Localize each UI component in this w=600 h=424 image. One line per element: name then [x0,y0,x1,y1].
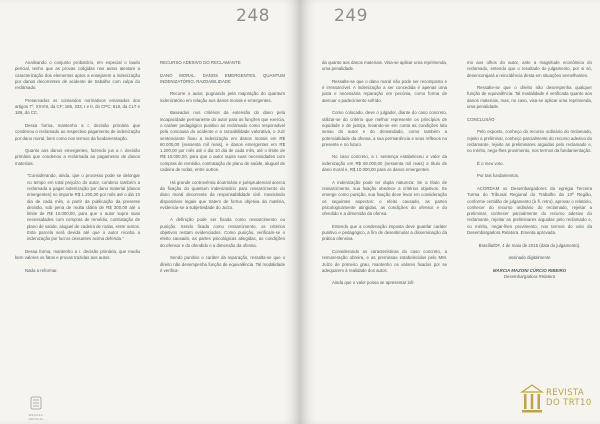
section-heading: CONCLUSÃO [467,116,495,122]
paragraph: Pelo exposto, conheço do recurso ordinário do reclamado, rejeito a preliminar, conheço parcialmente do recurso adesivo do reclamante, rejeito as preliminares arguidas pelo reclamado e, no mérito, nego-lhes provimento, nos termos da fundamentação. [467,129,592,154]
paragraph: Preservados os comandos normativos emanados dos artigos 7º, XXVIII, da CF; 186, 333, I e II, do CPC; 818, da CLT e 186, do CC. [15,97,140,116]
text-column-1 [15,60,140,280]
paragraph: assinado digitalmente [508,255,551,261]
paragraph: Brasília/DF, 4 de maio de 2015 (data do julgamento). [478,242,581,248]
text-columns [15,60,285,280]
text-columns [322,60,592,293]
paragraph: Analisando o conjunto probatório, em especial o laudo pericial, tenho que as provas coligidas nos autos atestam a caracterização dos elementos aptos a ensejarem a indenização por danos decorrentes de acidente de trabalho com culpa do reclamado. [15,60,140,91]
logo-caption: ESCOLA JUDICIAL [28,413,44,421]
paragraph: Ressalte-se que o direito não desempenha qualquer função de equivalência. Tal modalidade é verificada quanto aos danos materiais, mas, no caso, visa-se aplicar uma reprimenda, uma penalidade. [467,85,592,110]
section-heading: RECURSO ADESIVO DO RECLAMANTE [160,60,241,65]
paragraph: Sendo punitivo o caráter da reparação, ressalta-se que o direito não desempenha função de equivalência. Tal modalidade é verifica- [160,255,285,273]
paragraph: ACORDAM os Desembargadores da egrégia Terceira Turma do Tribunal Regional do Trabalho da 10ª Região, conforme certidão de julgamento (à fl. retro), aprovar o relatório, conhecer do recurso ordinário do reclamado, rejeitar a preliminar, conhecer parcialmente do recurso adesivo do reclamante, rejeitar as preliminares arguidas pelo reclamado e, no mérito, negar-lhes provimento, nos termos do voto da Desembargadora Relatora. Ementa aprovada. [467,185,592,236]
paragraph: Quanto aos danos emergentes, fazendo jus a r. decisão primária que condenou a reclamada ao pagamento de danos materiais. [15,148,140,166]
paragraph: Há grande controvérsia doutrinária e jurisprudencial acerca da fixação do quantum indenizatório para ressarcimento do dano moral decorrente da responsabilidade civil. Inexistindo dispositivos legais que tratem de forma objetiva da matéria, evidencia-se a subjetividade do Juízo. [160,179,285,210]
escola-judicial-logo [21,396,51,422]
signature-name: MARCIA MAZONI CÚRCIO RIBEIRO [492,267,567,273]
paragraph: Baseados nos critérios da extensão do dano pela incapacidade permanente do autor para as funções que exercia, o caráter pedagógico punitivo ao reclamado como responsável pela concausa do acidente e a razoabilidade valorativa, o Juiz sentenciante fixou a indenização em danos morais em R$ 60.000,00 (sessenta mil reais), e danos emergentes em R$ 1.200,00 por mês até o dia 10 dia de cada mês, até o limite de R$ 10.000,00, para que o autor supra suas necessidades com compras de remédio, contratação de plano de saúde, aluguel de cadeira de rodas, entre outros. [160,110,285,173]
page-number: 249 [334,6,368,26]
section-heading: DANO MORAL. DANOS EMERGENTES. QUANTUM INDENIZATÓRIO. RAZOABILIDADE [160,72,285,84]
paragraph: Recorre o autor, pugnando pela majoração do quantum indenizatório em relação aos danos morais e emergentes. [160,91,285,103]
page-number: 248 [236,6,270,26]
revista-line-1: REVISTA [546,388,585,398]
revista-line-2: DO TRT10 [546,398,592,408]
court-emblem-icon [30,396,42,410]
paragraph: No caso concreto, a r. sentença estabeleceu o valor da indenização em R$ 60.000,00 (sessenta mil reais) a título de dano moral e, R$ 10.000,00 para os danos emergentes. [322,154,447,173]
paragraph: Entendo que a condenação imposta deve guardar caráter punitivo e pedagógico, a fim de desestimular a disseminação da prática ofensiva. [322,223,447,242]
text-column-4 [467,60,592,293]
paragraph: Ainda que o valor possa se apresentar infi- [332,280,415,286]
paragraph: da quanto aos danos materiais. Visa-se aplicar uma reprimenda, uma penalidade. [322,60,447,72]
paragraph: A indenização pode ter dupla natureza: Se a título de ressarcimento, sua fixação obedece a critérios objetivos. Se emerge como punição, sua fixação deve levar em consideração os seguintes aspectos: o efeito causado, as partes psicologicamente atingidas, as condições do ofensor e do ofendido e a dimensão da ofensa. [322,179,447,217]
paragraph: É o meu voto. [477,160,504,166]
paragraph: mo aos olhos do autor, ante a magnitude econômica do reclamado, entendo que o resultado do julgamento, por si só, desencorajará a reincidência desta em situações semelhantes. [467,60,592,78]
page-right [300,0,600,424]
paragraph: Dessa forma, mantenho a r. decisão primária, que mediu bem valores os fatos e provas trazidas aos autos. [15,248,140,261]
revista-trt10-logo [520,380,596,420]
paragraph: Ressalte-se que o dano moral não pode ser recomposto e é irressarcível. A indenização a ser concedida é apenas uma justa e necessária reparação em pecúnia, como forma de atenuar o padecimento sofrido. [322,78,447,103]
signature-role: Desembargadora Relatora [503,274,556,280]
paragraph: Nada a reformar. [25,267,58,273]
text-column-2 [160,60,285,280]
paragraph: Por tais fundamentos, [477,173,520,179]
text-column-3 [322,60,447,293]
paragraph: "Considerando, ainda, que o processo pode se delongar no tempo em total prejuízo do autor, condeno também a reclamada a pagar indenização por dano material (danos emergentes) no importe R$ 1.200,00 por mês até o dia 10 dia de cada mês, a partir da publicação da presente decisão, sob pena de multa diária de R$ 300,00 até o limite de R$ 10.000,00, para que o autor supra suas necessidades com compras de remédio, contratação de plano de saúde, aluguel de cadeira de rodas, entre outros. Esta parcela será devida até que o autor receba a indenização por lucros cessantes acima deferida." [27,173,140,242]
paragraph: Dessa forma, mantenho a r. decisão primária que condenou o reclamado ao respectivo pagamento de indenização por dano moral, bem como nos termos da fundamentação. [15,122,140,141]
columns-emblem-icon [520,382,544,416]
paragraph: Considerando as características do caso concreto, a remuneração obreira, e as premissas estabelecidas pelo MM. Juízo de primeiro grau, mantenho os valores fixados por se adequarem à realidade dos autos. [322,248,447,273]
paragraph: Como colocado, deve o julgador, diante do caso concreto, utilizar-se do critério que melhor represente os princípios de equidade e de justiça, levando-se em conta as condições latu sensu do autor e do demandado, como também a potencialidade da ofensa, a sua permanência e seus reflexos no presente e no futuro. [322,110,447,147]
revista-wordmark [546,388,592,408]
paragraph: A definição pode ser fixada como ressarcimento ou punição. Sendo fixada como ressarcimento, os critérios objetivos restam evidenciados. Como punição, verificam-se o efeito causado, as partes psicológicas atingidas, as condições do ofensor e do ofendido e a dimensão da ofensa. [160,217,285,248]
